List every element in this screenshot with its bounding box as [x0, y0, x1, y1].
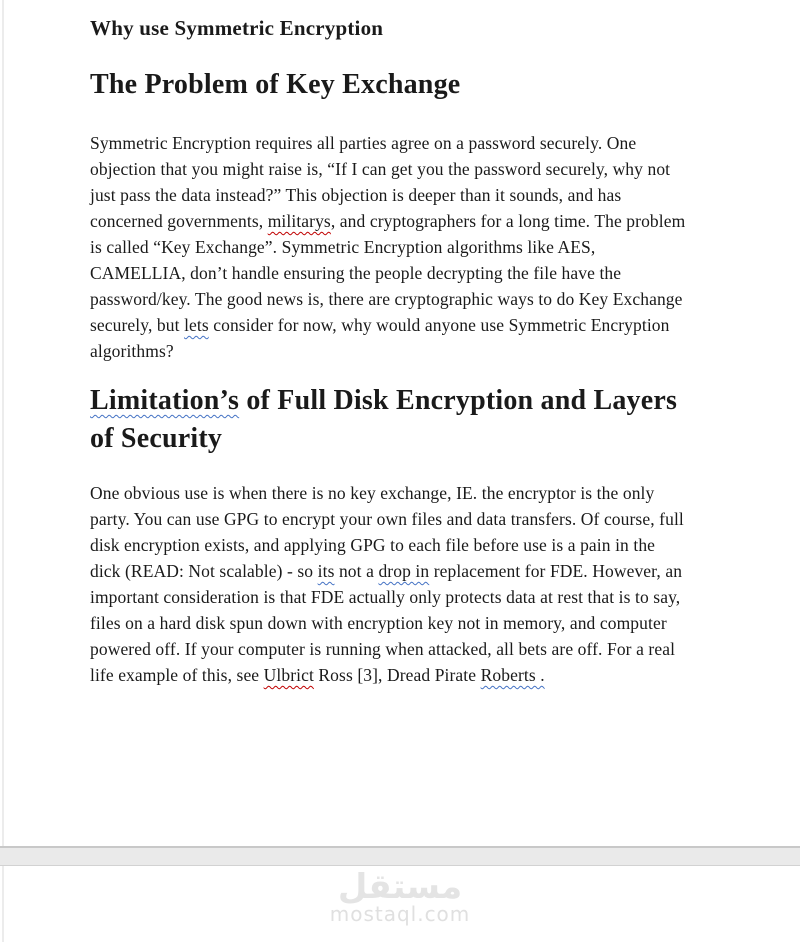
text-run: Ross [3], Dread Pirate: [313, 665, 481, 685]
grammar-squiggle: lets: [184, 315, 209, 335]
text-run: not a: [334, 561, 379, 581]
text-run: of Full Disk Encryption and Layers of Security: [90, 385, 678, 454]
heading-limitations-fde: [90, 382, 690, 458]
mostaql-logo-arabic: مستقل: [337, 867, 463, 907]
grammar-squiggle: its: [317, 561, 335, 581]
heading-problem-of-key-exchange: The Problem of Key Exchange: [90, 69, 461, 100]
spellcheck-squiggle: Ulbrict: [263, 665, 314, 685]
divider-band: [0, 846, 800, 866]
mostaql-watermark: [0, 869, 800, 924]
paragraph-key-exchange: [90, 130, 690, 364]
text-run: consider for now, why would anyone use Symmetric Encryption algorithms?: [90, 315, 670, 361]
grammar-squiggle: drop in: [378, 561, 430, 581]
text-run: replacement for FDE. However, an important consideration is that FDE actually only protects data at rest that is to say, files on a hard disk spun down with encryption key not in memory, and computer powered off. If your computer is running when attacked, all bets are off. For a real life example of this, see: [90, 561, 683, 685]
spellcheck-squiggle: militarys: [267, 211, 331, 231]
grammar-squiggle: Limitation’s: [90, 385, 240, 416]
text-run: Symmetric Encryption requires all parties agree on a password securely. One objection that you might raise is, “If I can get you the password securely, why not just pass the data instead?” This objection is deeper than it sounds, and has concerned governments,: [90, 133, 671, 231]
grammar-squiggle: Roberts .: [480, 665, 545, 685]
text-run: , and cryptographers for a long time. The problem is called “Key Exchange”. Symmetric Encryption algorithms like AES, CAMELLIA, don’t handle ensuring the people decrypting the file have the password/key. The good news is, there are cryptographic ways to do Key Exchange securely, but: [90, 211, 686, 335]
paragraph-limitations-fde: [90, 480, 690, 688]
text-run: One obvious use is when there is no key exchange, IE. the encryptor is the only party. You can use GPG to encrypt your own files and data transfers. Of course, full disk encryption exists, and applying GPG to each file before use is a pain in the dick (READ: Not scalable) - so: [90, 483, 684, 581]
mostaql-domain-text: mostaql.com: [329, 902, 471, 926]
document-subtitle: Why use Symmetric Encryption: [90, 16, 384, 40]
